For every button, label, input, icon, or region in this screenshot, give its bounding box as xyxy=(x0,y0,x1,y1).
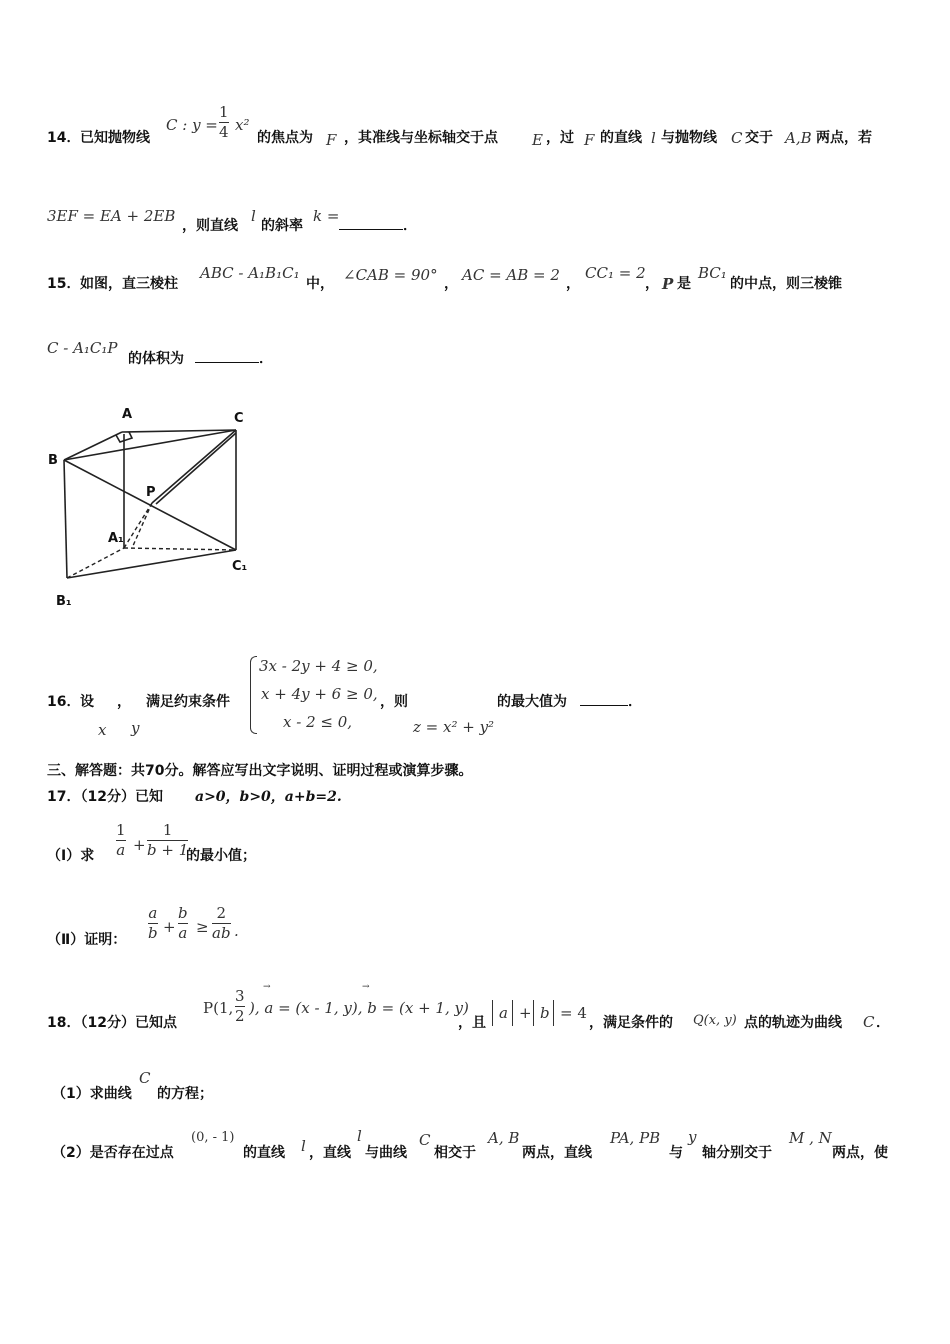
q17-plus-2: + xyxy=(163,918,176,936)
q17-part1-label: （Ⅰ）求 xyxy=(47,848,95,864)
q15-number: 15． xyxy=(47,276,81,292)
q16-answer-blank xyxy=(580,693,642,711)
abs-bar xyxy=(533,1000,534,1026)
q17-frac-2-over-ab xyxy=(212,905,231,942)
label-P: P xyxy=(146,485,156,500)
q16-text-4: 的最大值为 xyxy=(497,694,567,710)
q18-part2-text-a: （2）是否存在过点 xyxy=(52,1145,174,1161)
edge-AC xyxy=(122,430,236,432)
q18-math-plus: + xyxy=(519,1004,532,1022)
vector-arrow-b: → xyxy=(362,982,370,992)
q15-text-3: ， xyxy=(444,276,458,292)
q14-text-10: 的斜率 xyxy=(261,218,303,234)
frac-den: ab xyxy=(212,924,231,942)
vector-arrow-a: → xyxy=(263,982,271,992)
frac-num: 1 xyxy=(162,821,173,839)
q18-header: 18．（12分）已知点 xyxy=(47,1015,177,1031)
q17-dot: . xyxy=(234,922,239,940)
edge-BB1 xyxy=(64,460,67,578)
q18-math-eq4: = 4 xyxy=(560,1004,587,1022)
q16-number: 16． xyxy=(47,694,81,710)
q16-comma: ， xyxy=(117,694,131,710)
frac-den: a xyxy=(178,924,188,942)
q14-math-C: C xyxy=(731,129,743,147)
q14-period: ． xyxy=(403,218,417,234)
q16-constraint-3: x - 2 ≤ 0, xyxy=(283,713,353,731)
q15-answer-blank xyxy=(195,350,273,368)
q18-text-2: ，满足条件的 xyxy=(589,1015,673,1031)
q18-part2-text-h: 轴分别交于 xyxy=(702,1145,772,1161)
abs-bar xyxy=(492,1000,493,1026)
q16-period: ． xyxy=(628,694,642,710)
edge-BA xyxy=(64,432,122,460)
label-A1: A₁ xyxy=(108,531,124,546)
prism-figure xyxy=(40,400,300,615)
q14-frac-quarter xyxy=(219,104,229,141)
q18-math-P: P(1, xyxy=(203,999,234,1017)
q16-constraint-2: x + 4y + 6 ≥ 0, xyxy=(261,685,378,703)
q17-geq: ≥ xyxy=(196,918,209,936)
q14-math-F: F xyxy=(326,131,337,149)
q18-part2-text-b: 的直线 xyxy=(243,1145,285,1161)
q14-text-6: 与抛物线 xyxy=(661,130,717,146)
q15-math-cc1: CC₁ = 2 xyxy=(585,264,646,282)
q18-part1-C: C xyxy=(139,1069,151,1087)
label-C: C xyxy=(234,411,244,426)
label-C1: C₁ xyxy=(232,559,248,574)
frac-den: 2 xyxy=(235,1007,245,1025)
q14-text-9: ，则直线 xyxy=(182,218,238,234)
frac-den: b xyxy=(148,924,158,942)
q18-part2-text-c: ，直线 xyxy=(309,1145,351,1161)
q15-text-1: 如图，直三棱柱 xyxy=(80,276,178,292)
q14-text-3: ，其准线与坐标轴交于点 xyxy=(344,130,498,146)
section-3-title: 三、解答题：共70分。解答应写出文字说明、证明过程或演算步骤。 xyxy=(47,763,473,779)
frac-num: 3 xyxy=(235,987,245,1005)
q18-part2-text-e: 相交于 xyxy=(434,1145,476,1161)
hidden-PA1 xyxy=(124,503,152,548)
frac-num: b xyxy=(178,904,188,922)
label-B1: B₁ xyxy=(56,594,72,609)
q17-part2-label: （Ⅱ）证明： xyxy=(47,932,127,948)
q18-part2-text-f: 两点，直线 xyxy=(522,1145,592,1161)
q15-text-5: ， xyxy=(645,276,659,292)
q14-text-2: 的焦点为 xyxy=(257,130,313,146)
q15-math-ac: AC = AB = 2 xyxy=(462,266,560,284)
frac-num: 1 xyxy=(219,103,229,121)
q18-math-abs-a: a xyxy=(499,1004,508,1022)
q17-frac-1-over-a xyxy=(116,822,126,859)
q15-math-prism: ABC - A₁B₁C₁ xyxy=(200,264,300,282)
q18-text-4: ． xyxy=(876,1015,890,1031)
q14-text-8: 两点，若 xyxy=(816,130,872,146)
q15-math-BC1: BC₁ xyxy=(698,264,727,282)
q14-math-AB: A,B xyxy=(785,129,812,147)
q15-text-4: ， xyxy=(566,276,580,292)
label-B: B xyxy=(48,453,58,468)
q18-part2-MN: M , N xyxy=(789,1129,832,1147)
q18-math-abs-b: b xyxy=(540,1004,550,1022)
q18-part2-l2: l xyxy=(357,1127,362,1145)
q15-text-2: 中， xyxy=(306,276,334,292)
q15-text-6: 是 xyxy=(677,276,691,292)
q14-text-7: 交于 xyxy=(745,130,773,146)
q14-math-l2: l xyxy=(251,207,256,225)
q15-math-angle: ∠CAB = 90° xyxy=(343,266,438,284)
q14-math-E: E xyxy=(532,131,543,149)
q14-math-k: k = xyxy=(313,207,340,225)
q18-part2-l: l xyxy=(301,1137,306,1155)
frac-den: 4 xyxy=(219,123,229,141)
q14-math-l: l xyxy=(651,129,656,147)
q16-text-2: 满足约束条件 xyxy=(146,694,230,710)
answer-blank xyxy=(339,217,403,230)
q16-text-3: ，则 xyxy=(380,694,408,710)
q14-answer-blank xyxy=(339,217,417,235)
q18-math-Q: Q(x, y) xyxy=(693,1013,737,1028)
q14-text-1: 已知抛物线 xyxy=(80,130,150,146)
answer-blank xyxy=(580,693,628,706)
q14-math-x2: x² xyxy=(235,116,250,134)
q18-text-and: ，且 xyxy=(458,1015,486,1031)
q17-frac-b-over-a xyxy=(178,905,188,942)
frac-num: a xyxy=(148,904,158,922)
q17-frac-1-over-b1 xyxy=(147,822,188,859)
q18-part2-y: y xyxy=(688,1128,697,1146)
q18-part2-AB: A, B xyxy=(488,1129,520,1147)
q17-condition: a>0，b>0，a+b=2. xyxy=(195,789,342,805)
q18-text-3: 点的轨迹为曲线 xyxy=(744,1015,842,1031)
frac-den: a xyxy=(116,841,126,859)
q15-text-8: 的体积为 xyxy=(128,351,184,367)
q16-text-1: 设 xyxy=(80,694,94,710)
q18-math-vectors: ), a = (x - 1, y), b = (x + 1, y) xyxy=(249,999,469,1017)
q18-part2-point: (0, - 1) xyxy=(191,1130,235,1145)
seg-CP xyxy=(152,430,236,503)
q14-number: 14． xyxy=(47,130,81,146)
q18-part2-PAPB: PA, PB xyxy=(610,1129,661,1147)
hidden-PC1 xyxy=(132,503,152,548)
q15-text-7: 的中点，则三棱锥 xyxy=(730,276,842,292)
q16-constraint-1: 3x - 2y + 4 ≥ 0, xyxy=(259,657,378,675)
q18-frac-3-over-2 xyxy=(235,988,245,1025)
frac-num: 2 xyxy=(216,904,227,922)
q15-math-tetra: C - A₁C₁P xyxy=(47,339,118,357)
q17-header: 17．（12分）已知 xyxy=(47,789,163,805)
frac-den: b + 1 xyxy=(147,841,189,859)
frac-num: 1 xyxy=(116,821,126,839)
q14-math-vector-eq: 3EF = EA + 2EB xyxy=(47,207,176,225)
q14-text-4: ，过 xyxy=(546,130,574,146)
q16-math-x: x xyxy=(98,721,107,739)
q17-frac-a-over-b xyxy=(148,905,158,942)
seg-CP-2 xyxy=(156,433,236,504)
q18-part1-label: （1）求曲线 xyxy=(52,1086,132,1102)
q15-math-P: P xyxy=(662,275,674,293)
q18-part2-C: C xyxy=(419,1131,431,1149)
q18-math-C: C xyxy=(863,1013,875,1031)
hidden-A1C1 xyxy=(124,548,236,550)
q16-math-y: y xyxy=(131,719,140,737)
q17-plus: + xyxy=(133,836,146,854)
abs-bar xyxy=(512,1000,513,1026)
q18-part2-text-g: 与 xyxy=(669,1145,683,1161)
q18-part2-text-i: 两点，使 xyxy=(832,1145,888,1161)
q14-math-F2: F xyxy=(584,131,595,149)
abs-bar xyxy=(553,1000,554,1026)
q14-math-curve: C : y = xyxy=(166,116,218,134)
q18-part1-tail: 的方程； xyxy=(157,1086,213,1102)
constraint-brace xyxy=(250,656,257,734)
q15-period: ． xyxy=(259,351,273,367)
q16-math-z: z = x² + y² xyxy=(413,718,495,736)
q14-text-5: 的直线 xyxy=(600,130,642,146)
q18-part2-text-d: 与曲线 xyxy=(365,1145,407,1161)
q17-part1-tail: 的最小值； xyxy=(186,848,256,864)
answer-blank xyxy=(195,350,259,363)
label-A: A xyxy=(122,407,133,422)
